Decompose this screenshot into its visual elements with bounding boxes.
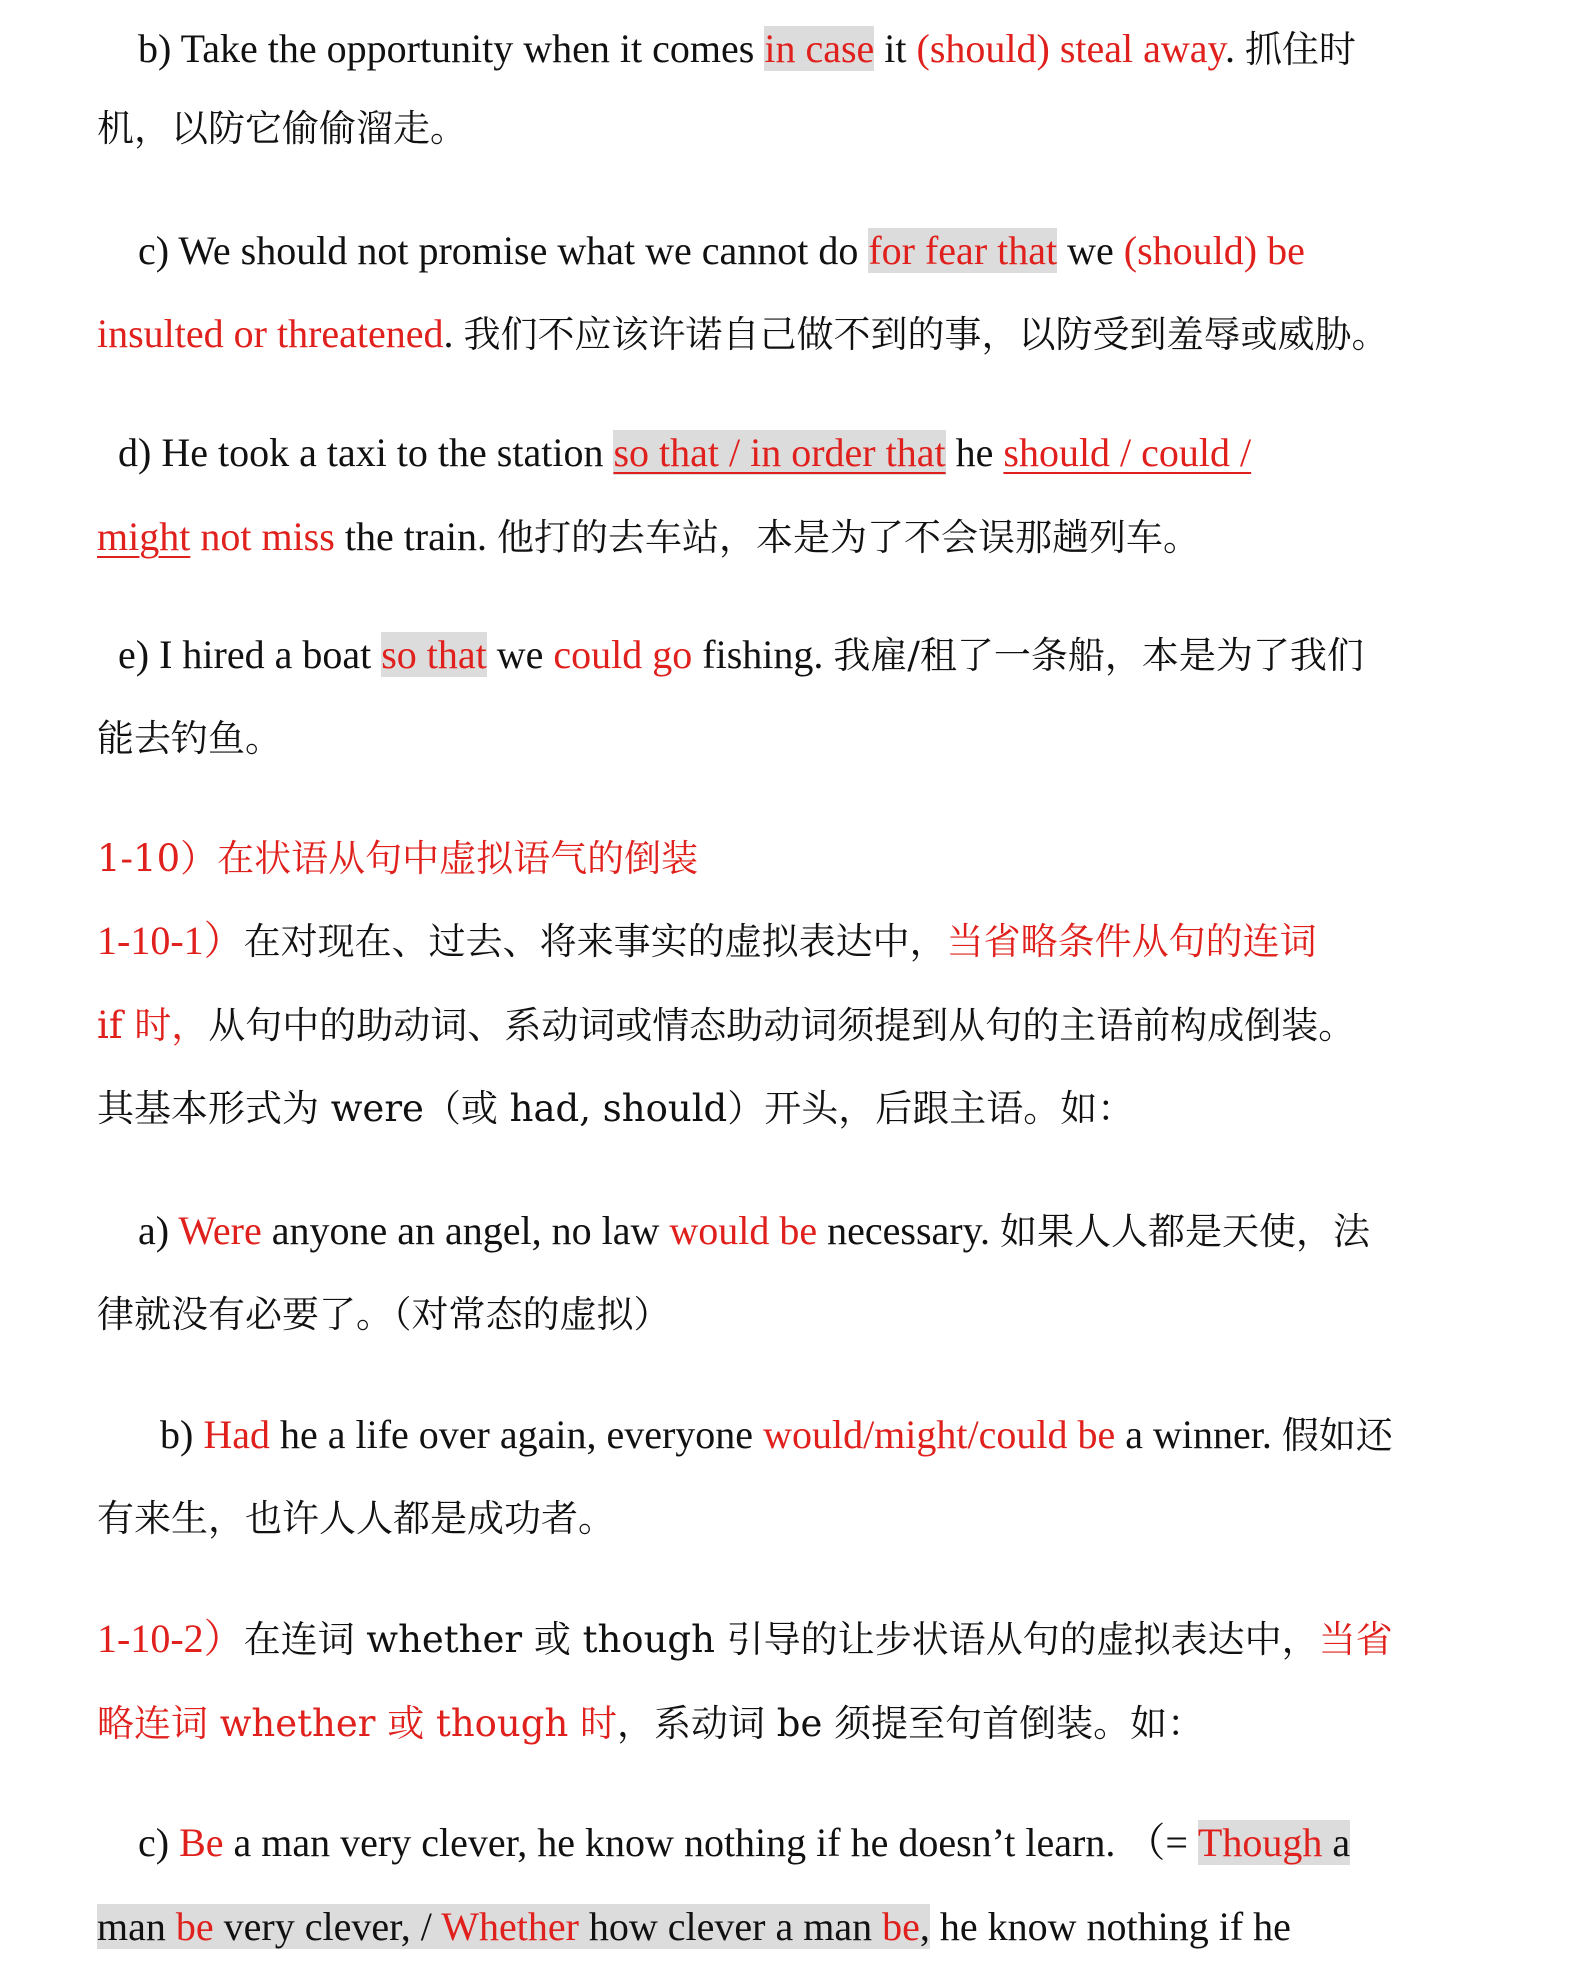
- section-heading-1-10: 1-10）在状语从句中虚拟语气的倒装: [97, 837, 699, 880]
- text: b) Take the opportunity when it comes: [138, 26, 765, 71]
- highlighted-conjunction: so that / in order that: [613, 430, 946, 475]
- text: ，系动词 be 须提至句首倒装。如：: [617, 1702, 1205, 1745]
- section-number: 1-10-1）: [97, 918, 244, 963]
- example-e-line1: [118, 630, 1364, 681]
- red-phrase: would be: [669, 1208, 818, 1253]
- red-phrase: 当省略条件从句的连词: [946, 920, 1317, 963]
- chinese-translation: 如果人人都是天使，法: [1000, 1210, 1371, 1253]
- text: a): [138, 1208, 179, 1253]
- chinese-translation: 假如还: [1281, 1414, 1393, 1457]
- text: very clever, /: [213, 1904, 442, 1949]
- example-c1-line2: [97, 309, 1389, 360]
- highlighted-conjunction: so that: [381, 632, 487, 677]
- chinese-translation: 我们不应该许诺自己做不到的事，以防受到羞辱或威胁。: [463, 313, 1389, 356]
- red-phrase: Were: [178, 1208, 262, 1253]
- red-phrase: be: [882, 1904, 920, 1949]
- example-b1-line2: 机，以防它偷偷溜走。: [97, 107, 467, 150]
- example-a-line1: [138, 1206, 1370, 1257]
- red-phrase: would/might/could be: [763, 1412, 1116, 1457]
- section-1-10-2-line2: [97, 1698, 1204, 1749]
- text: we: [486, 632, 554, 677]
- text: b): [160, 1412, 204, 1457]
- red-phrase: not miss: [190, 514, 335, 559]
- text: anyone an angel, no law: [261, 1208, 670, 1253]
- red-phrase: Though: [1197, 1820, 1323, 1865]
- chinese-translation: 抓住时: [1244, 28, 1356, 71]
- red-phrase: insulted or threatened: [97, 311, 444, 356]
- section-1-10-1-line2: [97, 1000, 1355, 1051]
- red-phrase: (should) be: [1123, 228, 1305, 273]
- text: man: [97, 1904, 176, 1949]
- text: necessary.: [817, 1208, 1001, 1253]
- text: we: [1057, 228, 1124, 273]
- section-number: 1-10-2）: [97, 1616, 244, 1661]
- text: fishing.: [692, 632, 834, 677]
- text: 从句中的助动词、系动词或情态助动词须提到从句的主语前构成倒装。: [208, 1004, 1356, 1047]
- text: d) He took a taxi to the station: [118, 430, 614, 475]
- highlighted-conjunction: for fear that: [868, 228, 1058, 273]
- example-c2-line1: [138, 1818, 1350, 1868]
- text: c): [138, 1820, 180, 1865]
- section-1-10-1-line3: 其基本形式为 were（或 had, should）开头，后跟主语。如：: [97, 1087, 1135, 1130]
- example-d-line1: [118, 428, 1251, 478]
- text: 在对现在、过去、将来事实的虚拟表达中，: [243, 920, 947, 963]
- red-phrase: Had: [203, 1412, 270, 1457]
- example-c2-line2: [97, 1902, 1291, 1952]
- section-1-10-2-line1: [97, 1614, 1393, 1665]
- text: a man very clever, he know nothing if he doesn’t learn. （=: [223, 1820, 1198, 1865]
- text: he know nothing if he: [929, 1904, 1291, 1949]
- text: ,: [919, 1904, 930, 1949]
- text: he: [945, 430, 1004, 475]
- red-phrase: (should) steal away: [916, 26, 1225, 71]
- example-b2-line2: 有来生，也许人人都是成功者。: [97, 1497, 615, 1540]
- text: 在连词 whether 或 though 引导的让步状语从句的虚拟表达中，: [243, 1618, 1319, 1661]
- text: he a life over again, everyone: [269, 1412, 764, 1457]
- red-phrase: could go: [553, 632, 693, 677]
- red-phrase: 略连词 whether 或 though 时: [97, 1702, 618, 1745]
- text: a: [1322, 1820, 1351, 1865]
- text: it: [874, 26, 917, 71]
- example-b1-line1: [138, 24, 1356, 75]
- text: a winner.: [1115, 1412, 1282, 1457]
- red-phrase: be: [175, 1904, 214, 1949]
- red-phrase: might: [97, 514, 191, 559]
- text: how clever a man: [578, 1904, 883, 1949]
- text: .: [1224, 26, 1245, 71]
- red-phrase: 当省: [1318, 1618, 1393, 1661]
- text: c) We should not promise what we cannot do: [138, 228, 869, 273]
- red-phrase: if 时，: [97, 1004, 209, 1047]
- red-phrase: should / could /: [1003, 430, 1252, 475]
- text: the train.: [334, 514, 497, 559]
- highlighted-conjunction: in case: [764, 26, 875, 71]
- example-d-line2: [97, 512, 1200, 563]
- example-b2-line1: [160, 1410, 1393, 1461]
- red-phrase: Be: [179, 1820, 224, 1865]
- text: e) I hired a boat: [118, 632, 382, 677]
- text: .: [443, 311, 464, 356]
- example-a-line2: 律就没有必要了。（对常态的虚拟）: [97, 1293, 671, 1336]
- section-1-10-1-line1: [97, 916, 1317, 967]
- red-phrase: Whether: [441, 1904, 579, 1949]
- chinese-translation: 我雇/租了一条船，本是为了我们: [833, 634, 1364, 677]
- example-c1-line1: [138, 226, 1305, 276]
- chinese-translation: 他打的去车站，本是为了不会误那趟列车。: [497, 516, 1200, 559]
- example-e-line2: 能去钓鱼。: [97, 717, 282, 760]
